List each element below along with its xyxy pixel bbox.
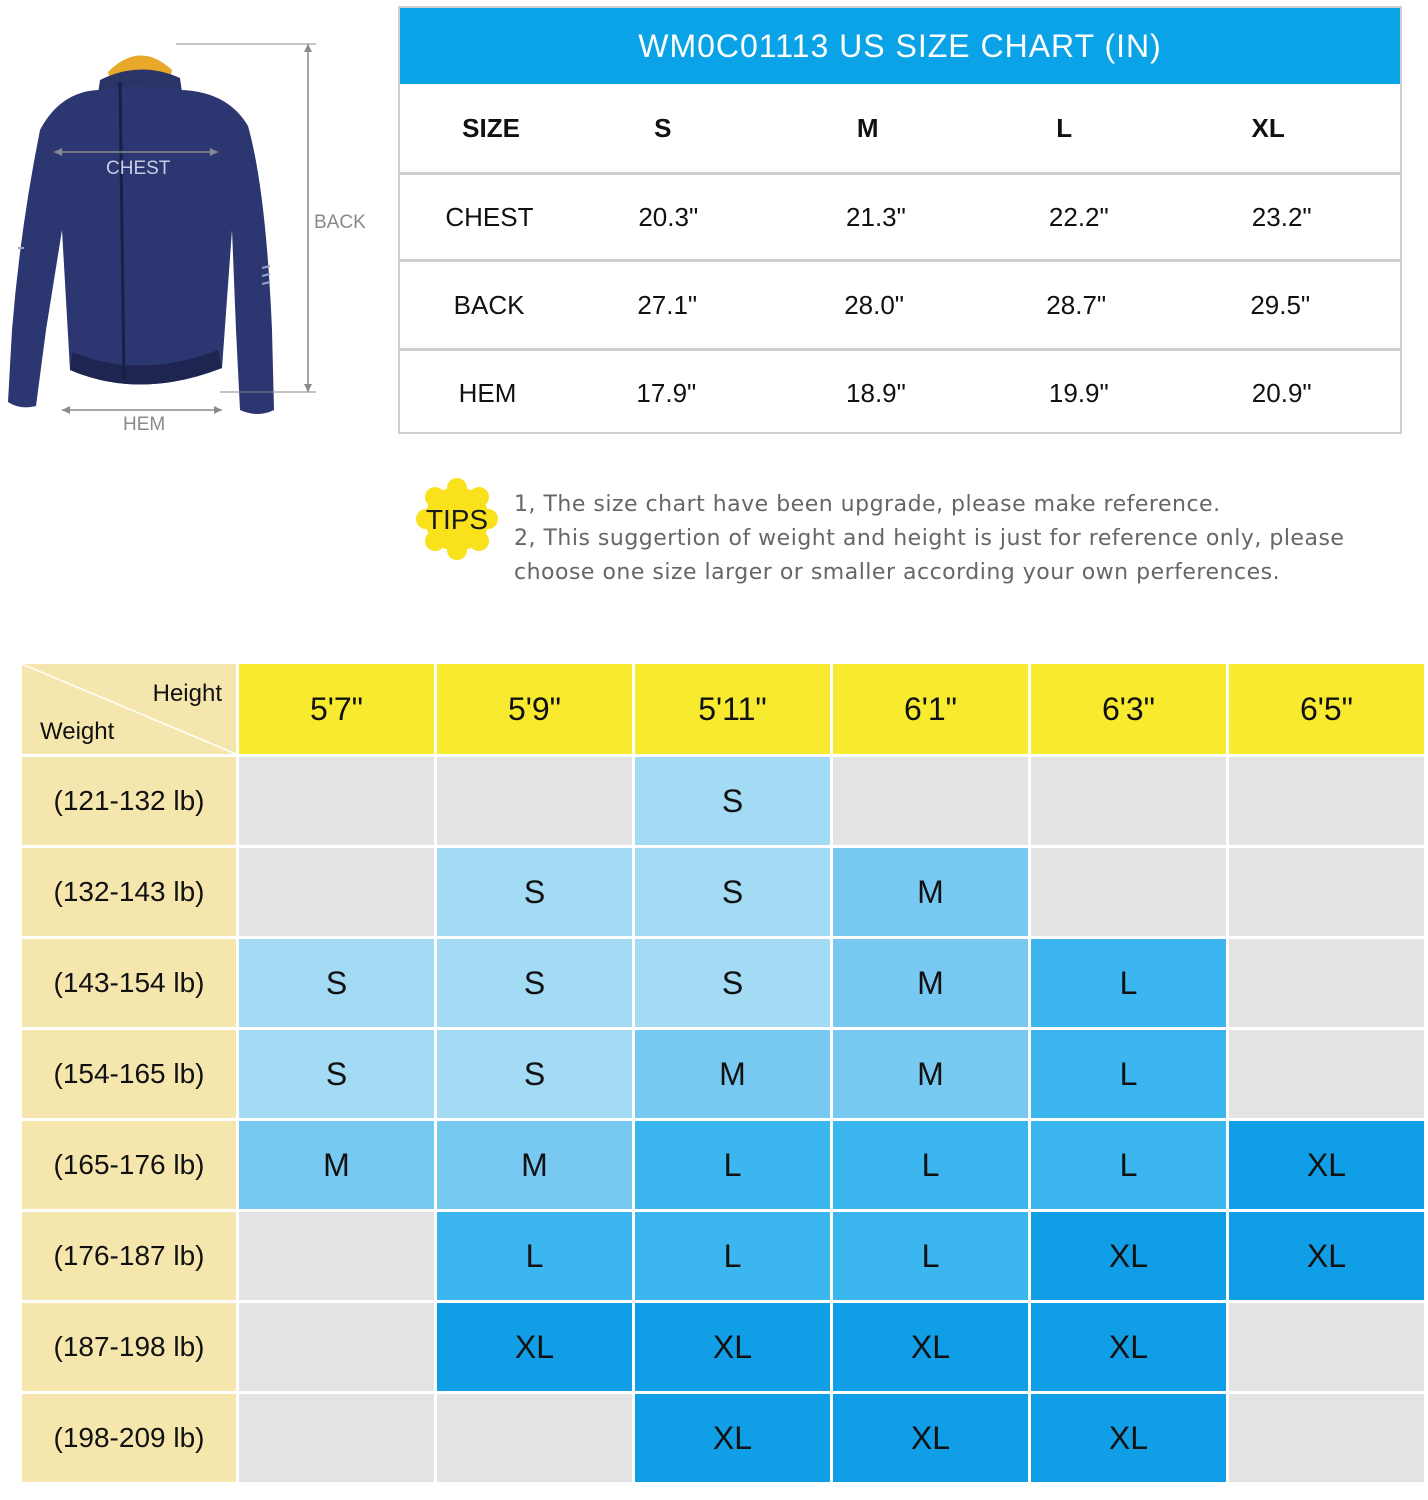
size-recommendation-cell: XL <box>1229 1212 1424 1300</box>
row-value: 28.0" <box>844 289 905 320</box>
row-value: 27.1" <box>637 289 698 320</box>
header-cell: XL <box>1251 112 1285 143</box>
size-recommendation-cell: S <box>635 939 830 1027</box>
size-chart-header-row <box>400 84 1400 172</box>
height-header-cell: 5'11" <box>635 664 830 754</box>
size-recommendation-cell <box>239 1303 434 1391</box>
weight-range-cell: (176-187 lb) <box>22 1212 236 1300</box>
row-value: 17.9" <box>636 377 697 408</box>
size-recommendation-cell: S <box>437 1030 632 1118</box>
size-recommendation-cell <box>1229 939 1424 1027</box>
tips-text <box>514 488 1414 590</box>
row-value: 22.2" <box>1048 201 1109 232</box>
size-recommendation-cell: L <box>437 1212 632 1300</box>
size-recommendation-cell: XL <box>437 1303 632 1391</box>
size-chart-table <box>398 6 1402 434</box>
corner-weight-label: Weight <box>40 718 115 745</box>
row-label: BACK <box>453 289 525 320</box>
row-value: 23.2" <box>1251 201 1312 232</box>
size-recommendation-cell <box>437 1394 632 1482</box>
size-recommendation-cell: L <box>833 1121 1028 1209</box>
corner-height-label: Height <box>152 680 222 707</box>
size-recommendation-cell <box>1229 1394 1424 1482</box>
size-recommendation-cell <box>1031 848 1226 936</box>
size-recommendation-cell: S <box>635 848 830 936</box>
size-recommendation-cell <box>1229 1303 1424 1391</box>
row-value: 18.9" <box>846 377 906 408</box>
height-header-cell: 5'9" <box>437 664 632 754</box>
size-recommendation-cell: S <box>437 939 632 1027</box>
size-recommendation-cell: L <box>833 1212 1028 1300</box>
size-chart-row <box>400 351 1400 435</box>
height-header-cell: 6'1" <box>833 664 1028 754</box>
size-recommendation-cell: L <box>1031 1121 1226 1209</box>
size-recommendation-cell: XL <box>1031 1303 1226 1391</box>
tips-badge <box>416 478 498 560</box>
weight-range-cell: (187-198 lb) <box>22 1303 236 1391</box>
size-recommendation-cell: XL <box>1031 1212 1226 1300</box>
row-value: 20.9" <box>1251 377 1312 408</box>
header-cell: L <box>1056 112 1073 143</box>
weight-range-cell: (121-132 lb) <box>22 757 236 845</box>
size-recommendation-cell: S <box>239 1030 434 1118</box>
size-chart-title: WM0C01113 US SIZE CHART (IN) <box>400 8 1400 84</box>
size-recommendation-cell <box>1229 848 1424 936</box>
size-recommendation-cell: L <box>1031 1030 1226 1118</box>
row-label: HEM <box>458 377 517 408</box>
size-chart-row <box>400 262 1400 348</box>
tips-burst-icon <box>416 478 498 560</box>
size-recommendation-cell <box>833 757 1028 845</box>
size-recommendation-cell: L <box>635 1212 830 1300</box>
size-recommendation-cell: M <box>437 1121 632 1209</box>
size-recommendation-cell <box>239 1212 434 1300</box>
height-header-cell: 5'7" <box>239 664 434 754</box>
size-recommendation-cell <box>437 757 632 845</box>
size-recommendation-cell: M <box>635 1030 830 1118</box>
size-recommendation-cell: M <box>833 939 1028 1027</box>
tips-line: 2, This suggertion of weight and height is just for reference only, please <box>514 526 1345 551</box>
size-recommendation-cell: M <box>833 1030 1028 1118</box>
size-recommendation-cell: S <box>239 939 434 1027</box>
row-value: 28.7" <box>1046 289 1107 320</box>
size-recommendation-cell: XL <box>1229 1121 1424 1209</box>
tips-badge-text: TIPS <box>425 504 489 535</box>
tips-line: choose one size larger or smaller according your own perferences. <box>514 560 1281 585</box>
size-recommendation-cell: XL <box>635 1303 830 1391</box>
weight-range-cell: (143-154 lb) <box>22 939 236 1027</box>
size-recommendation-cell: XL <box>635 1394 830 1482</box>
size-recommendation-cell <box>239 848 434 936</box>
row-label: CHEST <box>445 201 534 232</box>
tips-line: 1, The size chart have been upgrade, please make reference. <box>514 492 1221 517</box>
size-recommendation-cell <box>1229 1030 1424 1118</box>
size-recommendation-cell: XL <box>833 1394 1028 1482</box>
chest-label: CHEST <box>106 158 171 179</box>
height-weight-size-grid <box>22 664 1424 1488</box>
header-cell: SIZE <box>462 112 520 143</box>
grid-corner <box>22 664 236 754</box>
weight-range-cell: (165-176 lb) <box>22 1121 236 1209</box>
size-recommendation-cell: L <box>1031 939 1226 1027</box>
size-recommendation-cell: S <box>437 848 632 936</box>
row-value: 21.3" <box>846 201 906 232</box>
size-recommendation-cell <box>239 757 434 845</box>
size-chart-row <box>400 175 1400 259</box>
jacket-illustration <box>0 30 400 450</box>
weight-range-cell: (132-143 lb) <box>22 848 236 936</box>
row-value: 20.3" <box>638 201 699 232</box>
hem-label: HEM <box>123 414 166 435</box>
size-recommendation-cell: L <box>635 1121 830 1209</box>
weight-range-cell: (198-209 lb) <box>22 1394 236 1482</box>
size-recommendation-cell: S <box>635 757 830 845</box>
size-recommendation-cell: XL <box>833 1303 1028 1391</box>
back-label: BACK <box>314 212 366 233</box>
size-recommendation-cell: XL <box>1031 1394 1226 1482</box>
height-header-cell: 6'5" <box>1229 664 1424 754</box>
weight-range-cell: (154-165 lb) <box>22 1030 236 1118</box>
header-cell: M <box>856 112 879 143</box>
size-recommendation-cell <box>239 1394 434 1482</box>
header-cell: S <box>654 112 672 143</box>
row-value: 19.9" <box>1048 377 1109 408</box>
row-value: 29.5" <box>1250 289 1311 320</box>
height-header-cell: 6'3" <box>1031 664 1226 754</box>
size-recommendation-cell <box>1229 757 1424 845</box>
size-recommendation-cell: M <box>239 1121 434 1209</box>
size-recommendation-cell <box>1031 757 1226 845</box>
size-recommendation-cell: M <box>833 848 1028 936</box>
jacket-image <box>0 30 400 450</box>
